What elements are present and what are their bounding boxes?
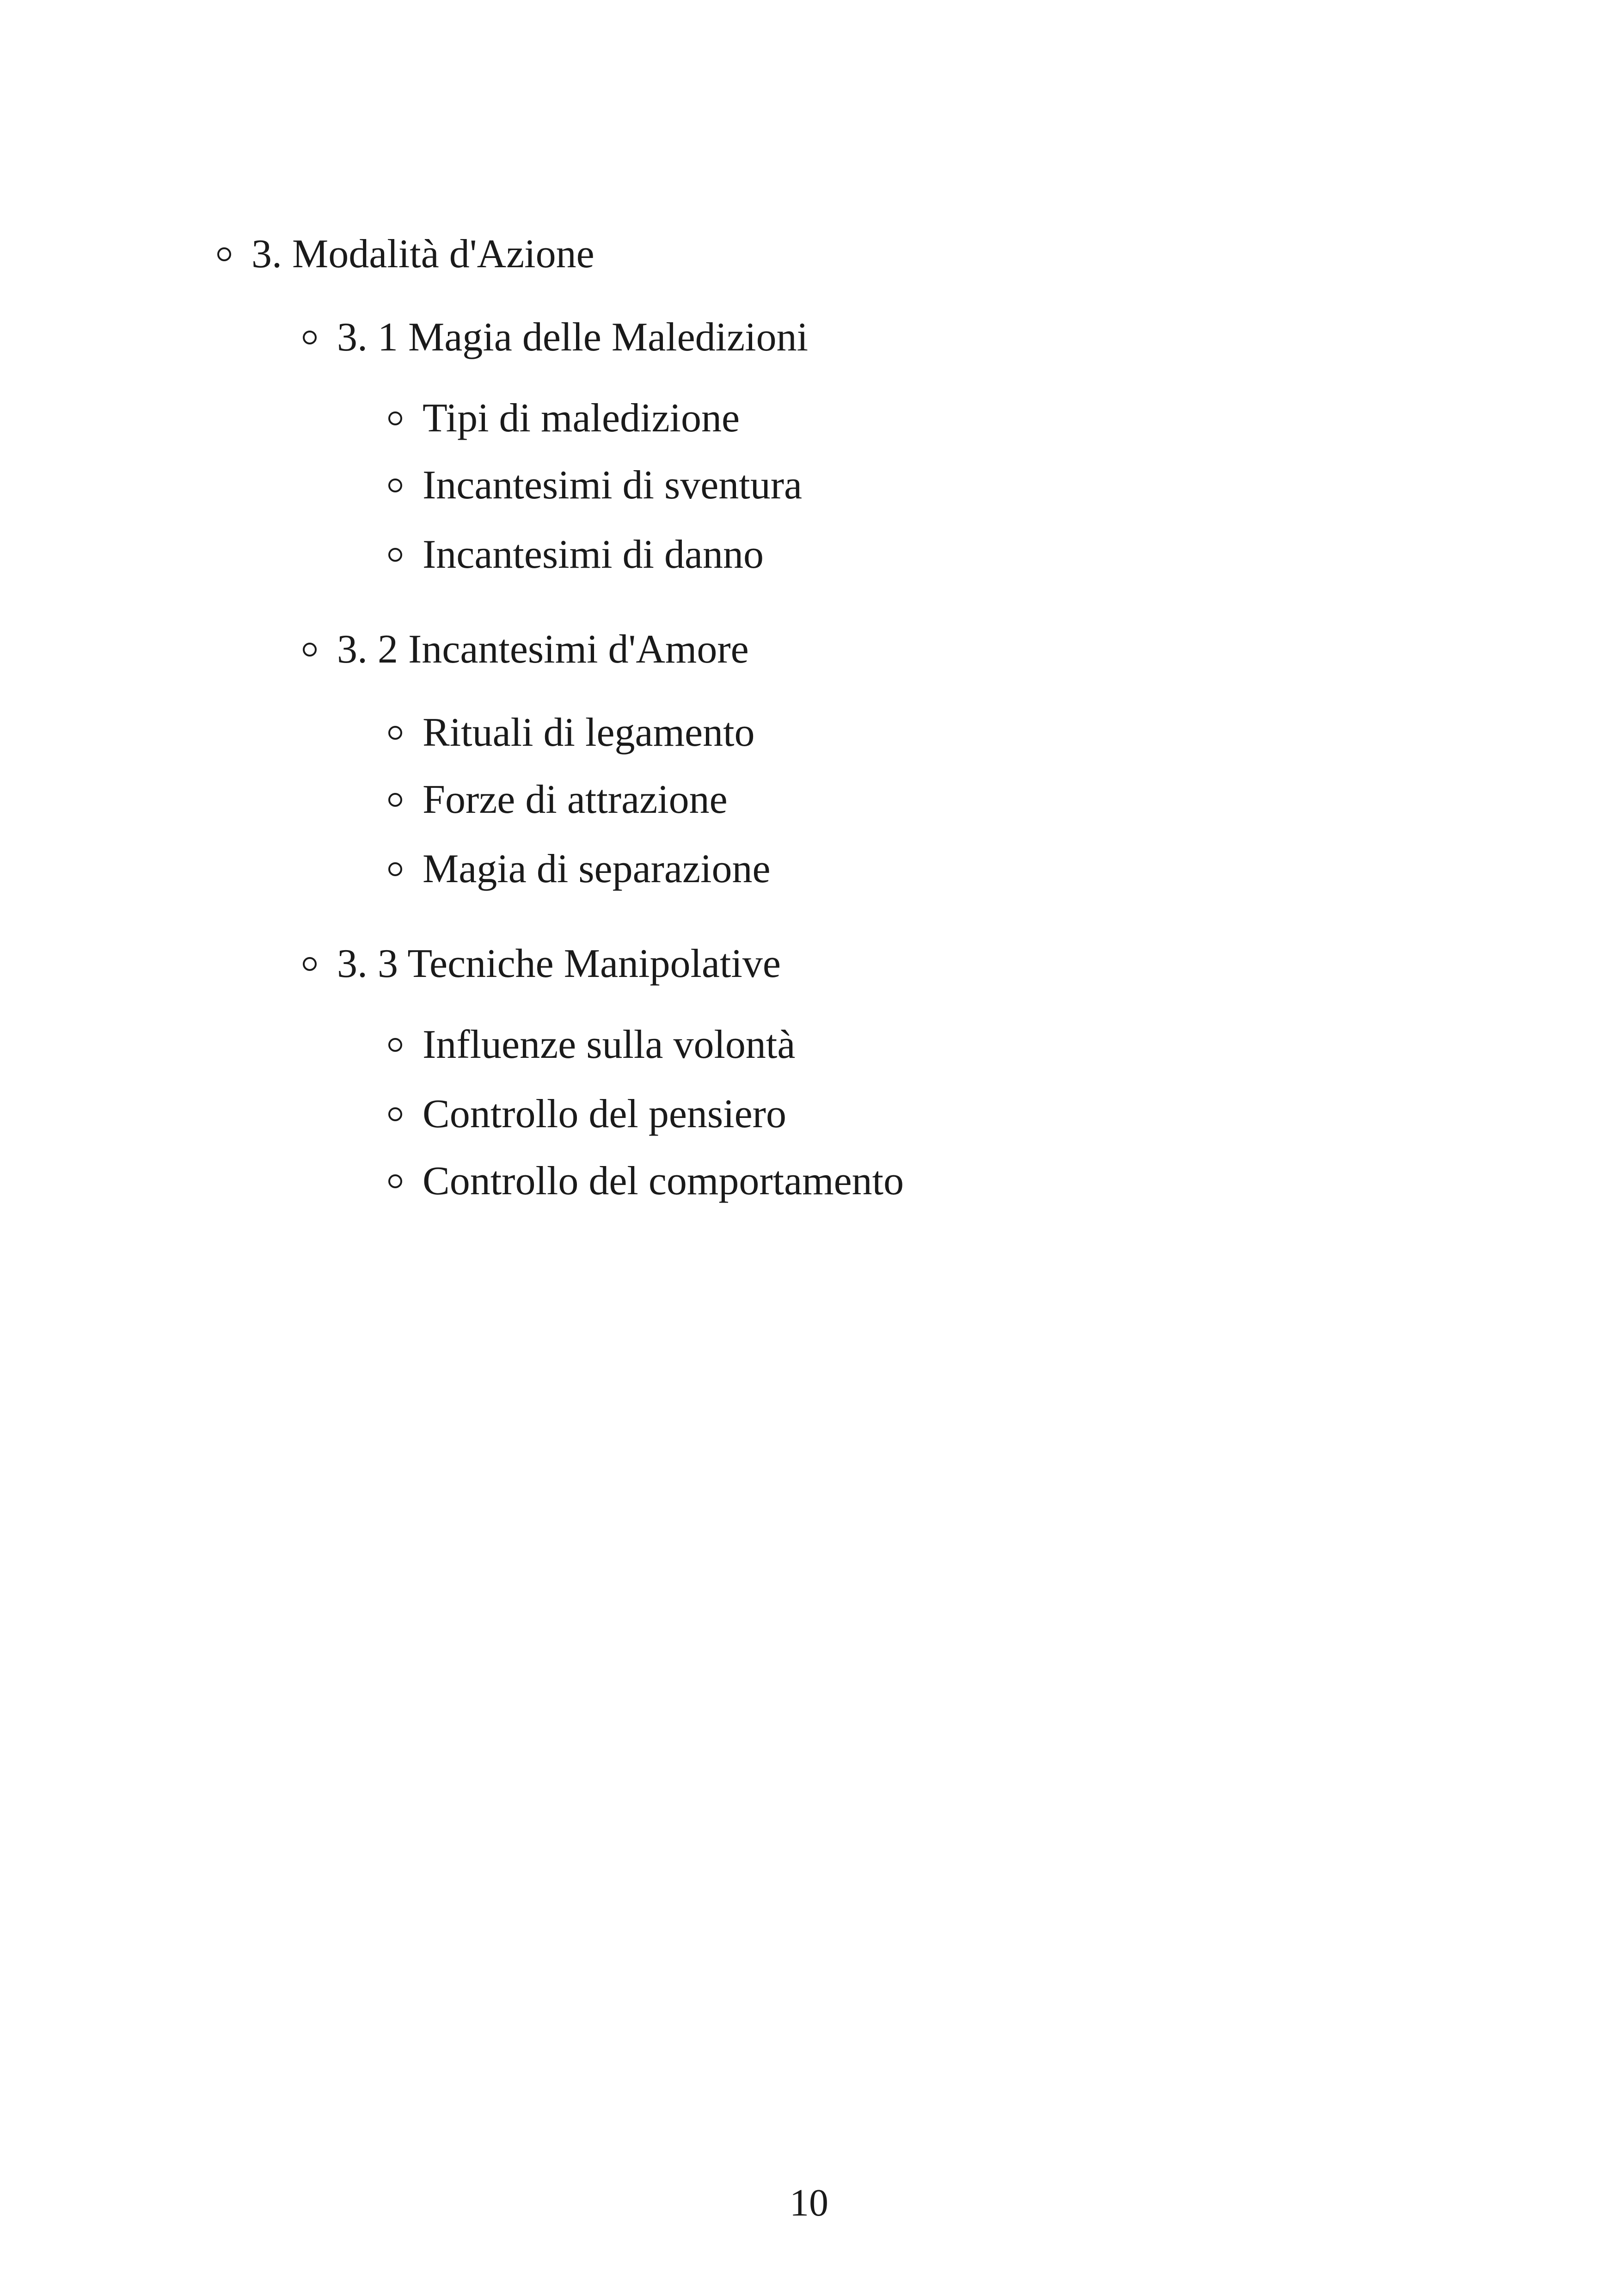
outline-item xyxy=(388,772,728,828)
item-label: Tipi di maledizione xyxy=(423,396,740,441)
outline-item xyxy=(388,705,755,761)
item-label: Incantesimi di danno xyxy=(423,532,764,577)
hollow-bullet-icon xyxy=(303,331,317,344)
hollow-bullet-icon xyxy=(388,726,402,740)
subsection-title: 3. 1 Magia delle Maledizioni xyxy=(337,315,809,360)
subsection-title: 3. 3 Tecniche Manipolative xyxy=(337,941,781,986)
item-label: Rituali di legamento xyxy=(423,710,755,755)
subsection-title: 3. 2 Incantesimi d'Amore xyxy=(337,627,749,672)
outline-section xyxy=(217,227,594,282)
item-label: Incantesimi di sventura xyxy=(423,463,803,508)
outline-subsection xyxy=(303,310,808,365)
hollow-bullet-icon xyxy=(217,247,231,261)
section-title: 3. Modalità d'Azione xyxy=(251,232,594,276)
outline-subsection xyxy=(303,622,749,677)
hollow-bullet-icon xyxy=(388,862,402,876)
hollow-bullet-icon xyxy=(388,411,402,425)
outline-subsection xyxy=(303,936,781,992)
item-label: Forze di attrazione xyxy=(423,777,728,822)
page-number: 10 xyxy=(790,2181,828,2224)
item-label: Magia di separazione xyxy=(423,847,771,891)
hollow-bullet-icon xyxy=(388,479,402,492)
outline-item xyxy=(388,1154,904,1209)
item-label: Controllo del pensiero xyxy=(423,1092,786,1136)
hollow-bullet-icon xyxy=(388,793,402,807)
hollow-bullet-icon xyxy=(388,1174,402,1188)
outline-item xyxy=(388,1017,795,1073)
hollow-bullet-icon xyxy=(303,643,317,657)
hollow-bullet-icon xyxy=(388,1038,402,1052)
hollow-bullet-icon xyxy=(388,548,402,562)
item-label: Controllo del comportamento xyxy=(423,1159,904,1203)
item-label: Influenze sulla volontà xyxy=(423,1022,796,1067)
outline-item xyxy=(388,391,740,446)
hollow-bullet-icon xyxy=(388,1107,402,1121)
hollow-bullet-icon xyxy=(303,957,317,971)
outline-item xyxy=(388,458,802,513)
outline-item xyxy=(388,1087,786,1142)
outline-item xyxy=(388,841,771,897)
outline-item xyxy=(388,527,764,583)
